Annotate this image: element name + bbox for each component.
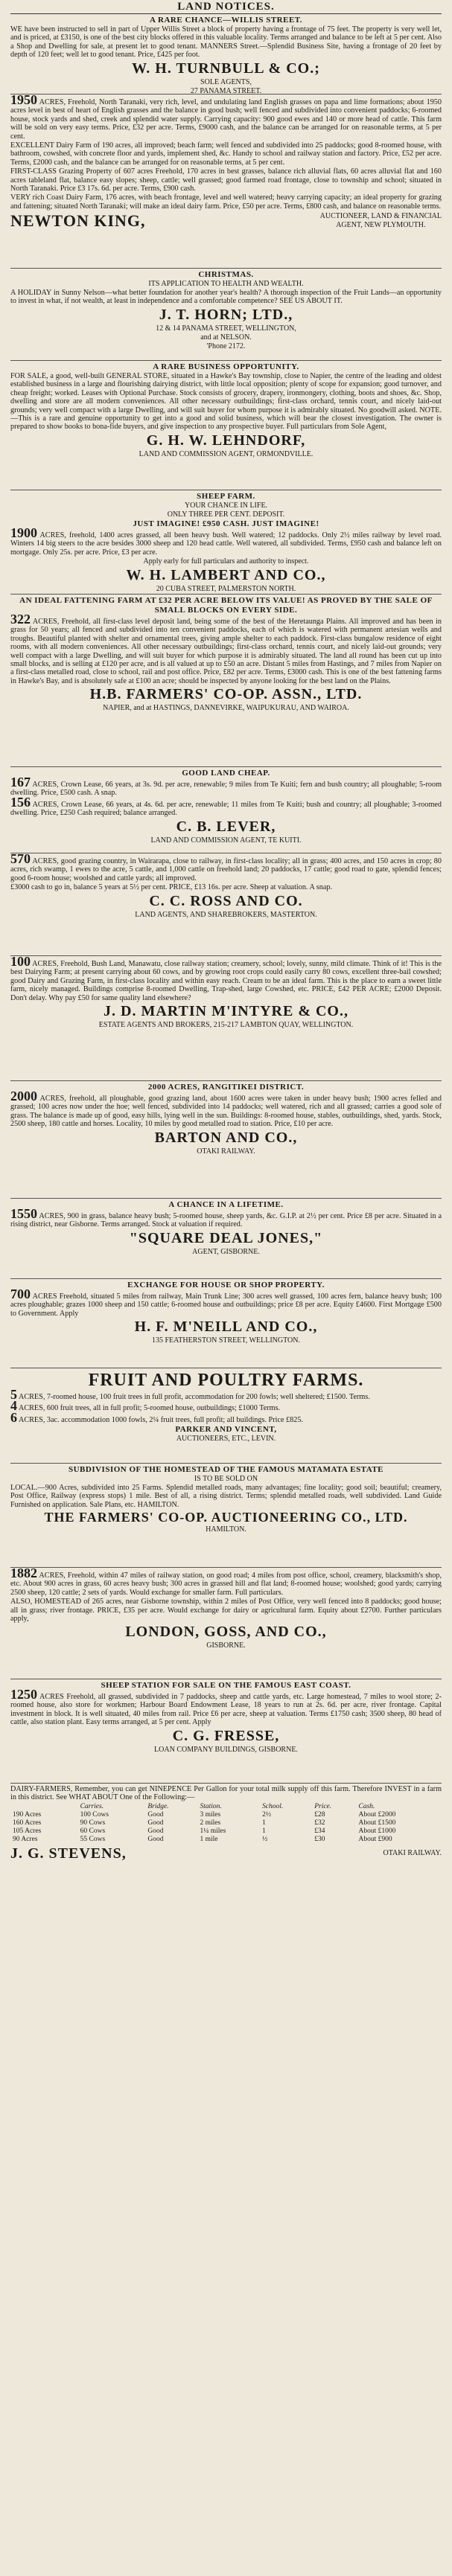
listing-acreage: 1882 bbox=[10, 1568, 37, 1580]
column-header: School. bbox=[262, 1802, 284, 1810]
ad-title: SHEEP FARM. bbox=[197, 492, 255, 501]
listing-text: ACRES, Crown Lease, 66 years, at 3s. 9d. per acre, renewable; 9 miles from Te Kuiti; fern and bush country; all ploughable; 5-room dwelling. Price, £500 cash. A snap. bbox=[10, 781, 442, 798]
ad-agent-location: AGENT, NEW PLYMOUTH. bbox=[336, 221, 426, 230]
ad-agent: G. H. W. LEHNDORF, bbox=[146, 432, 306, 449]
ad-agent-address: AGENT, GISBORNE. bbox=[192, 1247, 260, 1256]
ad-agent-address: LAND AND COMMISSION AGENT, TE KUITI. bbox=[150, 836, 302, 845]
listing-text: ACRES, Crown Lease, 66 years, at 4s. 6d. per acre, renewable; 11 miles from Te Kuiti; bush and country; all ploughable; 3-roomed dwelling. Price, £250 Cash required; balance arranged. bbox=[10, 800, 442, 818]
ad-christmas-nelson bbox=[10, 269, 442, 361]
table-row bbox=[10, 1827, 442, 1836]
table-cell: Good bbox=[147, 1827, 164, 1835]
ad-general-store bbox=[10, 361, 442, 490]
ad-agent-row bbox=[10, 211, 442, 231]
ad-dairy-farmers bbox=[10, 1784, 442, 1877]
table-cell: 1 mile bbox=[200, 1835, 218, 1843]
listing-acreage: 5 bbox=[10, 1387, 17, 1402]
page-heading: LAND NOTICES. bbox=[10, 0, 442, 14]
ad-title: EXCHANGE FOR HOUSE OR SHOP PROPERTY. bbox=[127, 1281, 325, 1289]
ad-body: A HOLIDAY in Sunny Nelson—what better foundation for another year's health? A thorough inspection of the Fruit Lands—an opportunity to invest in what, if not wealth, at least in independence and a comfortable competence? SEE US ABOUT IT. bbox=[10, 289, 442, 306]
ad-agent: W. H. LAMBERT AND CO., bbox=[126, 567, 326, 584]
table-cell: 1¼ miles bbox=[200, 1827, 226, 1835]
ad-listing bbox=[10, 1569, 442, 1597]
listing-acreage: 4 bbox=[10, 1398, 17, 1414]
ad-agent-address: ESTATE AGENTS AND BROKERS, 215-217 LAMBTON QUAY, WELLINGTON. bbox=[98, 1021, 354, 1030]
table-cell: Good bbox=[147, 1819, 164, 1827]
ad-agent: H.B. FARMERS' CO-OP. ASSN., LTD. bbox=[89, 686, 363, 703]
table-cell: £32 bbox=[314, 1819, 325, 1827]
ad-listing bbox=[10, 958, 442, 1002]
column-header: Carries. bbox=[80, 1802, 104, 1810]
ad-agent: BARTON AND CO., bbox=[154, 1129, 298, 1146]
ad-subtitle: JUST IMAGINE! £950 CASH. JUST IMAGINE! bbox=[133, 519, 319, 528]
column-header: Station. bbox=[200, 1802, 222, 1810]
ad-listing bbox=[10, 1687, 442, 1727]
ad-agent: C. B. LEVER, bbox=[176, 818, 276, 835]
listing-text: ACRES, freehold, all ploughable, good grazing land, about 1600 acres were taken in under heavy bush; 1900 acres felled and grassed; 100 acres now under the hoe; well fenced, subdivided into 14 paddocks; well watered, rich and all grassed; carries a good sole of grass. The balance is made up of good, easy hills, lying well in the sun. Buildings: 8-roomed house, stables, outbuildings, shed, yards. Stock, 2500 sheep, 180 cattle and horses. Locality, 10 miles by good metalled road to station. Price, £10 per acre. bbox=[10, 1095, 442, 1129]
ad-sheep-station bbox=[10, 1679, 442, 1784]
ad-gisborne-freehold bbox=[10, 1568, 442, 1679]
ad-agent-address: 27 PANAMA STREET. bbox=[190, 86, 262, 94]
ad-subtitle: IS TO BE SOLD ON bbox=[194, 1475, 258, 1483]
ad-apply-note: Apply early for full particulars and authority to inspect. bbox=[143, 557, 309, 566]
ad-agent-address: AUCTIONEERS, ETC., LEVIN. bbox=[176, 1435, 276, 1444]
table-row bbox=[10, 1819, 442, 1827]
table-cell: 105 Acres bbox=[13, 1827, 42, 1835]
ad-listing: EXCELLENT Dairy Farm of 190 acres, all improved; beach farm; well fenced and subdivided into 25 paddocks; good 8-roomed house, with bathroom, cowshed, with concrete floor and yards, implement shed, &c. Handy to school and railway station and factory. Price, £52 per acre. Terms, £2000 cash, and the balance can be arranged for on reasonable terms, at 5 per cent. bbox=[10, 141, 442, 167]
ad-agent-address: LAND AGENTS, AND SHAREBROKERS, MASTERTON. bbox=[135, 910, 317, 919]
ad-listing bbox=[10, 1409, 442, 1425]
listing-text: ACRES, 7-roomed house, 100 fruit trees in full profit, accommodation for 200 fowls; well sheltered; £1500. Terms. bbox=[17, 1393, 370, 1401]
ad-body: WE have been instructed to sell in part of Upper Willis Street a block of property having a frontage of 75 feet. The property is very well let, and is priced, at £3150, is one of the best city blocks offered in this valuable locality. Terms arranged and balance to be left at 5 per cent. Also a Shop and Dwelling for sale, at present let to good tenant. MANNERS Street.—Splendid Business Site, having a frontage of 20 feet by depth of 120 feet; well let to good tenant. Price, £425 per foot. bbox=[10, 25, 442, 60]
table-row bbox=[10, 1836, 442, 1844]
column-header bbox=[10, 1803, 78, 1811]
ad-agent: LONDON, GOSS, AND CO., bbox=[125, 1624, 327, 1641]
listing-text: ACRES, 600 fruit trees, all in full profit; 5-roomed house, outbuildings; £1000 Terms. bbox=[17, 1404, 281, 1413]
listing-text: ACRES, Freehold, all first-class level deposit land, being some of the best of the Heretaunga Plains. All improved and has been in grass for 50 years; all fenced and subdivided into ten convenient paddocks, each of which is watered with permanent artesian wells and troughs. Beautiful planted with shelter and ornamental trees, giving ample shelter to each paddock. First-class bungalow residence of eight rooms, with all modern conveniences. All other necessary outbuildings; first-class orchard, tennis court, and nicely laid-out grounds; very well compact with a large Dwelling, and will suit buyer for which purpose it is admirably situated. The land all round has been cut up into small blocks, and is selling at £120 per acre, and is all valued at up to £50 an acre. Distant 5 miles from Hastings, and 7 miles from Napier on a first-class metalled road, close to school, rail and post office. Price, £82 per acre. Terms, £3000 cash. This is one of the best fattening farms in Hawke's Bay, and is absolutely safe at £100 an acre; should be inspected by anyone looking for the best land on the Plains. bbox=[10, 618, 442, 685]
ad-agent: C. C. ROSS AND CO. bbox=[149, 892, 303, 909]
ad-wairarapa-grazing bbox=[10, 853, 442, 956]
table-cell: 90 Acres bbox=[13, 1835, 38, 1843]
ad-price: £3000 cash to go in, balance 5 years at 5½ per cent. PRICE, £13 16s. per acre. Sheep at valuation. A snap. bbox=[10, 883, 333, 892]
table-cell: £34 bbox=[314, 1827, 325, 1835]
ad-agent: NEWTON KING, bbox=[10, 211, 146, 231]
ad-agent-role: AUCTIONEER, LAND & FINANCIAL bbox=[319, 212, 442, 221]
listing-acreage: 100 bbox=[10, 956, 31, 969]
listing-text: ACRES, Freehold, North Taranaki, very rich, level, and undulating land English grasses on papa and lime formations; about 1950 acres level in best of heart of English grasses and the balance in good bush; well fenced and subdivided into convenient paddocks; 6-roomed house, stock yards and shed, creek and splendid water supply. Carrying capacity: 900 good ewes and 140 or more head of cattle. This farm will be sold on very easy terms. Price, £32 per acre. Terms, £9000 cash, and the balance can be arranged for on reasonable terms, at 5 per cent. bbox=[10, 98, 442, 141]
ad-agent-branch: and at NELSON. bbox=[200, 333, 252, 342]
table-cell: 190 Acres bbox=[13, 1810, 42, 1819]
listing-acreage: 6 bbox=[10, 1409, 17, 1425]
ad-agent: PARKER AND VINCENT, bbox=[175, 1425, 277, 1435]
ad-fattening-farm bbox=[10, 595, 442, 767]
ad-listing bbox=[10, 1089, 442, 1129]
ad-agent-address: 135 FEATHERSTON STREET, WELLINGTON. bbox=[152, 1336, 300, 1345]
column-header: Cash. bbox=[358, 1802, 375, 1810]
ad-listing: FIRST-CLASS Grazing Property of 607 acres Freehold, 170 acres in best grasses, balance rich alluvial flats, 60 acres alluvial flat and 160 acres tableland flat, balance easy slopes; sheep, cattle; well grassed; good farmed road frontage, close to township and school; situated in North Taranaki. Price £3 17s. 6d. per acre. Terms, £900 cash. bbox=[10, 167, 442, 193]
listing-acreage: 2000 bbox=[10, 1089, 37, 1103]
table-cell: 2½ bbox=[262, 1810, 271, 1819]
table-cell: About £900 bbox=[358, 1835, 392, 1843]
ad-listing: ALSO, HOMESTEAD of 265 acres, near Gisborne township, within 2 miles of Post Office, very well fenced into 8 paddocks; good house; all in grass; river frontage. PRICE, £35 per acre. Would exchange for dairy or agricultural farm. Equity about £2700. Further particulars apply, bbox=[10, 1598, 442, 1624]
farm-table bbox=[10, 1803, 442, 1844]
ad-title: A CHANCE IN A LIFETIME. bbox=[168, 1200, 284, 1209]
table-cell: ½ bbox=[262, 1835, 268, 1843]
ad-agent: W. H. TURNBULL & CO.; bbox=[132, 60, 320, 77]
listing-acreage: 1550 bbox=[10, 1206, 37, 1221]
ad-agent: J. G. STEVENS, bbox=[10, 1845, 127, 1862]
ad-listing bbox=[10, 612, 442, 685]
ad-title: 2000 ACRES, RANGITIKEI DISTRICT. bbox=[147, 1083, 305, 1092]
ad-exchange-house bbox=[10, 1279, 442, 1368]
listing-text: ACRES, Freehold, within 47 miles of railway station, on good road; 4 miles from post office, school, creamery, blacksmith's shop, etc. About 900 acres in grass, 60 acres heavy bush; 300 acres in grassed hill and flat land; 8-roomed house; woolshed; good yards; carrying 2500 sheep, 120 cattle; 2 sets of yards. Would exchange for smaller farm. Full particulars. bbox=[10, 1571, 442, 1597]
listing-acreage: 1900 bbox=[10, 525, 37, 540]
ad-agent: J. T. HORN; LTD., bbox=[159, 306, 293, 323]
ad-title: GOOD LAND CHEAP. bbox=[182, 769, 270, 778]
ad-agent-phone: 'Phone 2172. bbox=[206, 342, 246, 350]
ad-agent-detail bbox=[320, 212, 442, 230]
ad-body: LOCAL.—900 Acres, subdivided into 25 Farms. Splendid metalled roads, many advantages; fine locality; good soil; beautiful; creamery, Post Office, Railway (express stops) 1 mile. Best of all, a rising district. Terms; splendid metalled roads, well subdivided. Land Guide Furnished on application. Sale Plans, etc. HAMILTON. bbox=[10, 1484, 442, 1509]
ad-rangitikei bbox=[10, 1081, 442, 1199]
listing-acreage: 1250 bbox=[10, 1687, 37, 1702]
ad-title: FRUIT AND POULTRY FARMS. bbox=[88, 1371, 364, 1390]
table-cell: 2 miles bbox=[200, 1819, 221, 1827]
ad-agent-address: OTAKI RAILWAY. bbox=[383, 1849, 442, 1858]
listing-text: ACRES Freehold, situated 5 miles from railway, Main Trunk Line; 300 acres well grassed, 100 acres fern, balance heavy bush; 100 acres ploughable; grazes 1000 sheep and 150 cattle; 6-roomed house and outbuildings; price £8 per acre. Equity £4600. First Mortgage £500 to Government. Apply bbox=[10, 1292, 442, 1318]
ad-listing: VERY rich Coast Dairy Farm, 176 acres, with beach frontage, level and well watered; heavy carrying capacity; an ideal property for grazing and fattening; situated North Taranaki; will make an ideal dairy farm. Price, £50 per acre. Terms, £800 cash, and balance on reasonable terms. bbox=[10, 193, 442, 211]
ad-title: SHEEP STATION FOR SALE ON THE FAMOUS EAST COAST. bbox=[101, 1681, 351, 1690]
table-cell: £28 bbox=[314, 1810, 325, 1819]
ad-listing bbox=[10, 96, 442, 141]
table-cell: 160 Acres bbox=[13, 1819, 42, 1827]
listing-text: ACRES, 900 in grass, balance heavy bush; 5-roomed house, sheep yards, &c. G.I.P. at 2½ per cent. Price £8 per acre. Situated in a rising district, near Gisborne. Terms arranged. Stock at valuation if required. bbox=[10, 1212, 442, 1229]
ad-agent-address: OTAKI RAILWAY. bbox=[197, 1147, 255, 1156]
listing-text: ACRES Freehold, all grassed, subdivided in 7 paddocks, sheep and cattle yards, etc. Large homestead, 7 miles to wool store; 2-roomed house, also store for workmen; Harbour Board Endowment Lease, 18 years to run at 2s. 6d. per acre, river frontage. Capital investment in block. It is well situated, 40 miles from rail. Price £6 per acre, sheep at valuation. Terms £1750 cash; 3500 sheep, 80 head of cattle, also station plant. Easy terms arranged, at 5 per cent. Apply bbox=[10, 1693, 442, 1727]
ad-subtitle: YOUR CHANCE IN LIFE. bbox=[184, 502, 268, 510]
ad-listing bbox=[10, 775, 442, 798]
ad-sheep-farm bbox=[10, 490, 442, 595]
listing-acreage: 570 bbox=[10, 853, 31, 866]
table-cell: About £2000 bbox=[358, 1810, 396, 1819]
ad-chance-lifetime bbox=[10, 1199, 442, 1279]
ad-title: AN IDEAL FATTENING FARM AT £32 PER ACRE BELOW ITS VALUE! AS PROVED BY THE SALE OF SMALL BLOCKS ON EVERY SIDE. bbox=[19, 596, 433, 615]
ad-agent-address: 20 CUBA STREET, PALMERSTON NORTH. bbox=[156, 585, 296, 594]
table-cell: About £1000 bbox=[358, 1827, 396, 1835]
ad-agent-address: HAMILTON. bbox=[206, 1525, 246, 1534]
column-header: Bridge. bbox=[147, 1802, 169, 1810]
ad-body: DAIRY-FARMERS, Remember, you can get NINEPENCE Per Gallon for your total milk supply off this farm. Therefore INVEST in a farm in this district. See WHAT ABOUT One of the Following:— bbox=[10, 1785, 442, 1802]
ad-listing bbox=[10, 794, 442, 818]
table-cell: 60 Cows bbox=[80, 1827, 106, 1835]
table-cell: Good bbox=[147, 1835, 164, 1843]
ad-newton-king bbox=[10, 94, 442, 269]
ad-subtitle: ITS APPLICATION TO HEALTH AND WEALTH. bbox=[148, 280, 304, 288]
ad-agent-sub: SOLE AGENTS, bbox=[200, 77, 252, 86]
listing-text: ACRES, good grazing country, in Wairarapa, close to railway, in first-class locality; all in grass; 400 acres, and 150 acres in crop; 80 acres, rich swamp, 1 ewes to the acre, 5 cattle, and 1,000 cattle on freehold land; 20 paddocks, 17 cattle; good road to gate, splendid fences; good 6-room house; woolshed and cattle yards; all improved. bbox=[10, 857, 442, 882]
ad-agent-address: GISBORNE. bbox=[206, 1641, 246, 1650]
listing-text: ACRES, Freehold, Bush Land, Manawatu, close railway station; creamery, school; lovely, sunny, mild climate. Think of it! This is the best Dairying Farm; at present carrying about 60 cows, and by growing root crops could easily carry 80 cows, excellent three-bail cowshed; good Dairy and Grazing Farm, in first-class locality and within easy reach. Cream to be an ideal farm. This is the place to earn a sweet little farm, nicely managed. Buildings comprise 8-roomed Dwelling, Trap-shed, large Cowshed, etc. PRICE, £42 PER ACRE; £2000 Deposit. Don't delay. Why pay £50 for same quality land elsewhere? bbox=[10, 960, 442, 1002]
table-cell: 100 Cows bbox=[80, 1810, 109, 1819]
ad-agent: H. F. M'NEILL AND CO., bbox=[134, 1319, 318, 1336]
ad-agent-address: NAPIER, and at HASTINGS, DANNEVIRKE, WAIPUKURAU, AND WAIROA. bbox=[103, 704, 349, 713]
listing-text: ACRES, freehold, 1400 acres grassed, all been heavy bush. Well watered; 12 paddocks. Only 2½ miles railway by level road. Winters 14 big steers to the acre besides 3000 sheep and 120 head cattle. Well watered, all subdivided. Terms, £950 cash and balance left on mortgage. Only 25s. per acre. Price, £3 per acre. bbox=[10, 531, 442, 557]
table-cell: £30 bbox=[314, 1835, 325, 1843]
ad-listing bbox=[10, 1398, 442, 1414]
ad-title: SUBDIVISION OF THE HOMESTEAD OF THE FAMOUS MATAMATA ESTATE bbox=[68, 1465, 384, 1474]
table-cell: About £1500 bbox=[358, 1819, 396, 1827]
ad-listing bbox=[10, 1387, 442, 1402]
listing-acreage: 1950 bbox=[10, 94, 37, 107]
ad-listing bbox=[10, 1206, 442, 1229]
ad-willis-street bbox=[10, 14, 442, 94]
ad-listing bbox=[10, 1287, 442, 1318]
table-row bbox=[10, 1811, 442, 1819]
ad-agent: "SQUARE DEAL JONES," bbox=[129, 1229, 323, 1246]
ad-title: A RARE CHANCE—WILLIS STREET. bbox=[149, 16, 303, 25]
ad-title: A RARE BUSINESS OPPORTUNITY. bbox=[153, 362, 299, 371]
ad-agent-address: 12 & 14 PANAMA STREET, WELLINGTON, bbox=[156, 324, 296, 333]
ad-listing bbox=[10, 855, 442, 882]
ad-title: CHRISTMAS. bbox=[198, 270, 254, 279]
ad-fruit-poultry bbox=[10, 1368, 442, 1464]
ad-good-land-cheap bbox=[10, 767, 442, 853]
ad-body: FOR SALE, a good, well-built GENERAL STORE, situated in a Hawke's Bay township, close to Napier, the centre of the leading and oldest established business in a large and flourishing dairying district, with little local opposition; plenty of scope for expansion; good turnover, and cheap freight; worked. Leases with Optional Purchase. Stock consists of grocery, drapery, ironmongery, clothing, boots and shoes, &c. Shop, dwelling and store are all modern conveniences. All other necessary outbuildings; first-class orchard, tennis court, and nicely laid-out grounds; very well compact with a large Dwelling, and will suit buyer for whom purpose it is admirably situated. No goodwill asked. NOTE.—This is a rare and genuine opportunity to get into a good and solid business, which will bear the closest investigation. The owner is prepared to show books to bona-fide buyers, and give inspection to any prospective buyer. Full particulars from Sole Agent, bbox=[10, 372, 442, 432]
listing-text: ACRES, 3ac. accommodation 1000 fowls, 2¼ fruit trees, full profit; all buildings. Price £825. bbox=[17, 1415, 303, 1424]
listing-acreage: 700 bbox=[10, 1287, 31, 1301]
table-cell: 90 Cows bbox=[80, 1819, 106, 1827]
ad-subtitle: ONLY THREE PER CENT. DEPOSIT. bbox=[167, 510, 285, 519]
listing-acreage: 156 bbox=[10, 794, 31, 810]
table-cell: 1 bbox=[262, 1827, 266, 1835]
table-cell: Good bbox=[147, 1810, 164, 1819]
listing-acreage: 167 bbox=[10, 775, 31, 789]
ad-manawatu-dairy bbox=[10, 956, 442, 1081]
table-header-row bbox=[10, 1803, 442, 1811]
ad-agent: C. G. FRESSE, bbox=[172, 1727, 280, 1744]
ad-matamata-estate bbox=[10, 1464, 442, 1568]
ad-agent: THE FARMERS' CO-OP. AUCTIONEERING CO., LTD. bbox=[44, 1510, 408, 1525]
table-cell: 55 Cows bbox=[80, 1835, 106, 1843]
listing-acreage: 322 bbox=[10, 612, 31, 627]
ad-agent: J. D. MARTIN M'INTYRE & CO., bbox=[104, 1003, 348, 1020]
ad-agent-sub: LAND AND COMMISSION AGENT, ORMONDVILLE. bbox=[139, 449, 313, 458]
column-header: Price. bbox=[314, 1802, 332, 1810]
table-cell: 3 miles bbox=[200, 1810, 221, 1819]
ad-listing bbox=[10, 525, 442, 557]
table-cell: 1 bbox=[262, 1819, 266, 1827]
ad-agent-address: LOAN COMPANY BUILDINGS, GISBORNE. bbox=[154, 1745, 298, 1754]
ad-agent-row bbox=[10, 1845, 442, 1862]
